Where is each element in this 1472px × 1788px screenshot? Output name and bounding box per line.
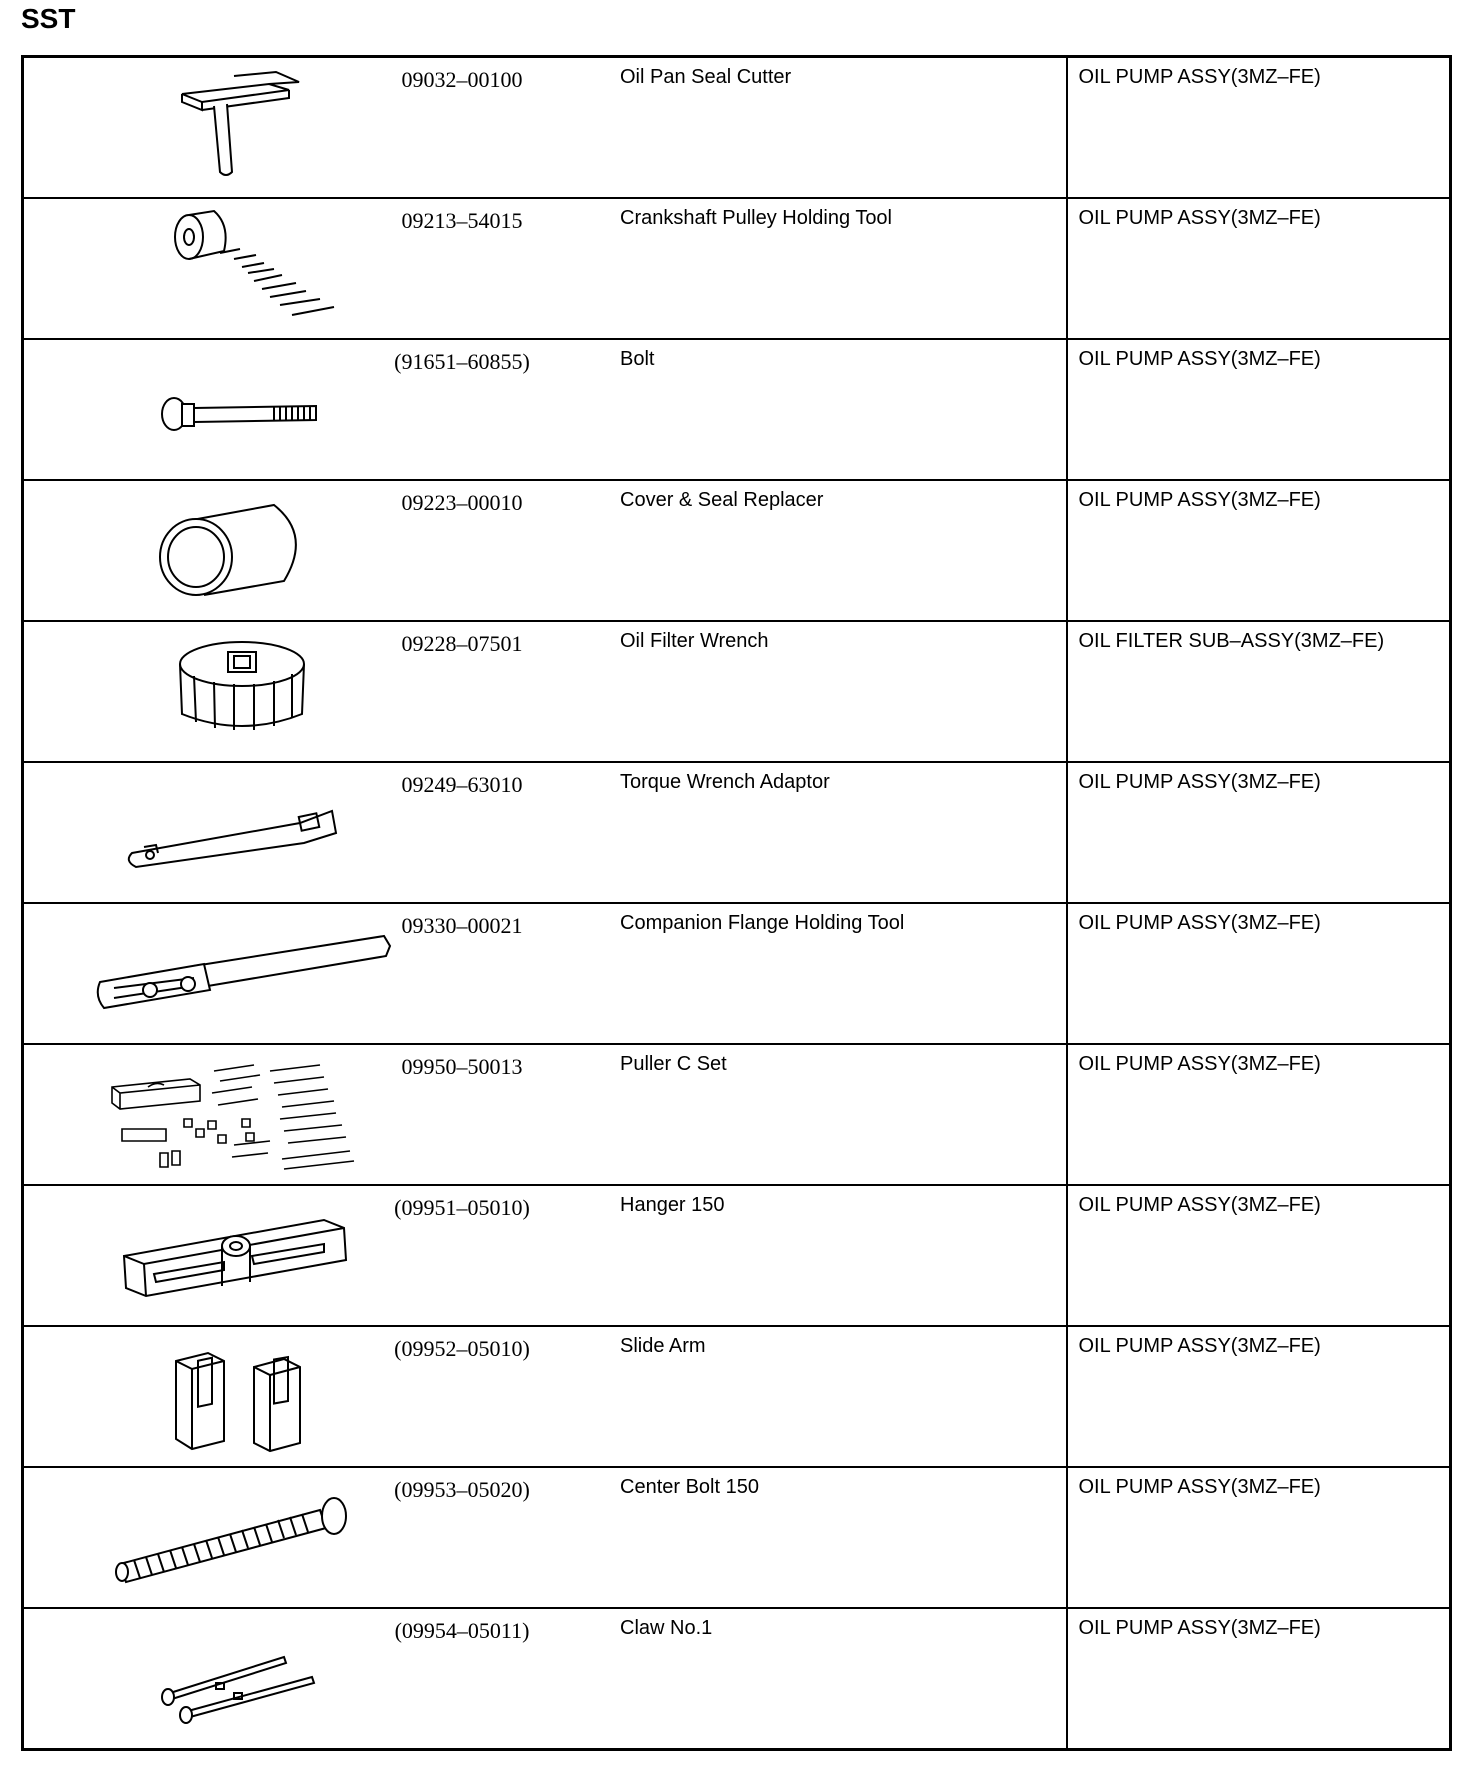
- part-number: 09228–07501: [401, 631, 523, 656]
- assembly-name: OIL PUMP ASSY(3MZ–FE): [1078, 1053, 1321, 1075]
- assembly-name: OIL PUMP ASSY(3MZ–FE): [1078, 771, 1321, 793]
- part-number: 09330–00021: [401, 913, 523, 938]
- page-title: SST: [21, 3, 76, 34]
- table-row: [23, 621, 1451, 762]
- crankshaft-pulley-holding-tool-illustration: [84, 203, 414, 335]
- tool-name: Puller C Set: [620, 1053, 727, 1075]
- claw-illustration: [84, 1613, 414, 1745]
- part-number: (09954–05011): [394, 1618, 530, 1643]
- assembly-name: OIL PUMP ASSY(3MZ–FE): [1078, 1617, 1321, 1639]
- companion-flange-holding-tool-illustration: [84, 908, 414, 1040]
- slide-arm-illustration: [84, 1331, 414, 1463]
- torque-wrench-adaptor-illustration: [84, 767, 414, 899]
- oil-pan-seal-cutter-illustration: [84, 62, 414, 194]
- tool-name: Claw No.1: [620, 1617, 713, 1639]
- assembly-name: OIL FILTER SUB–ASSY(3MZ–FE): [1078, 630, 1385, 652]
- table-row: [23, 1467, 1451, 1608]
- tool-name: Center Bolt 150: [620, 1476, 759, 1498]
- table-row: [23, 1044, 1451, 1185]
- part-number: (91651–60855): [394, 349, 530, 374]
- center-bolt-illustration: [84, 1472, 414, 1604]
- table-row: [23, 903, 1451, 1044]
- table-row: [23, 1608, 1451, 1750]
- tool-name: Crankshaft Pulley Holding Tool: [620, 207, 893, 229]
- assembly-name: OIL PUMP ASSY(3MZ–FE): [1078, 207, 1321, 229]
- assembly-name: OIL PUMP ASSY(3MZ–FE): [1078, 66, 1321, 88]
- part-number: 09249–63010: [401, 772, 523, 797]
- assembly-name: OIL PUMP ASSY(3MZ–FE): [1078, 1335, 1321, 1357]
- table-row: [23, 1185, 1451, 1326]
- tool-name: Oil Filter Wrench: [620, 630, 769, 652]
- cover-seal-replacer-illustration: [84, 485, 414, 617]
- table-row: [23, 1326, 1451, 1467]
- tool-name: Torque Wrench Adaptor: [620, 771, 830, 793]
- oil-filter-wrench-illustration: [84, 626, 414, 758]
- assembly-name: OIL PUMP ASSY(3MZ–FE): [1078, 1194, 1321, 1216]
- part-number: 09223–00010: [401, 490, 523, 515]
- tool-name: Hanger 150: [620, 1194, 725, 1216]
- part-number: (09952–05010): [394, 1336, 530, 1361]
- sst-table: [21, 55, 1452, 1751]
- table-row: [23, 762, 1451, 903]
- part-number: 09213–54015: [401, 208, 523, 233]
- tool-name: Cover & Seal Replacer: [620, 489, 824, 511]
- tool-name: Companion Flange Holding Tool: [620, 912, 905, 934]
- tool-name: Oil Pan Seal Cutter: [620, 66, 792, 88]
- part-number: 09950–50013: [401, 1054, 523, 1079]
- table-row: [23, 480, 1451, 621]
- table-row: [23, 57, 1451, 199]
- table-row: [23, 198, 1451, 339]
- part-number: (09953–05020): [394, 1477, 530, 1502]
- puller-c-set-illustration: [84, 1049, 414, 1181]
- assembly-name: OIL PUMP ASSY(3MZ–FE): [1078, 1476, 1321, 1498]
- assembly-name: OIL PUMP ASSY(3MZ–FE): [1078, 912, 1321, 934]
- assembly-name: OIL PUMP ASSY(3MZ–FE): [1078, 489, 1321, 511]
- part-number: 09032–00100: [401, 67, 523, 92]
- part-number: (09951–05010): [394, 1195, 530, 1220]
- hanger-illustration: [84, 1190, 414, 1322]
- tool-name: Bolt: [620, 348, 655, 370]
- bolt-illustration: [84, 344, 414, 476]
- tool-name: Slide Arm: [620, 1335, 706, 1357]
- table-row: [23, 339, 1451, 480]
- assembly-name: OIL PUMP ASSY(3MZ–FE): [1078, 348, 1321, 370]
